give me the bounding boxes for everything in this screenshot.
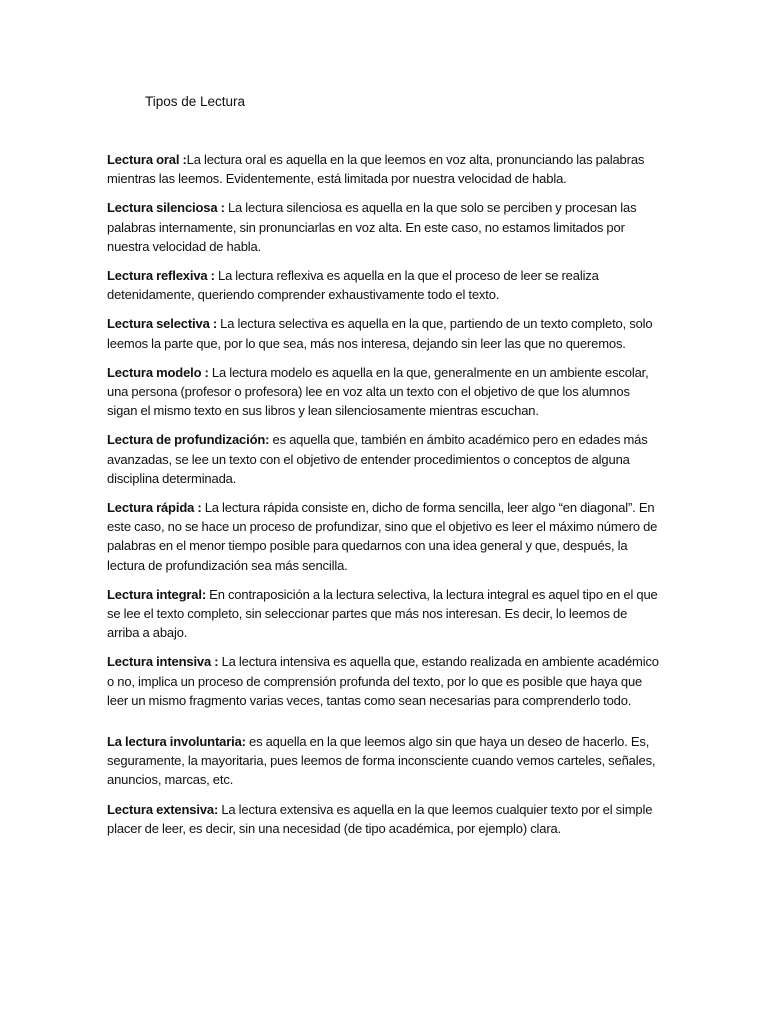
definition-lectura-extensiva: La lectura extensiva es aquella en la que leemos cualquier texto por el simple placer de leer, es decir, sin una necesidad (de tipo académica, por ejemplo) clara. (107, 801, 653, 836)
definition-lectura-modelo: La lectura modelo es aquella en la que, generalmente en un ambiente escolar, una persona (profesor o profesora) lee en voz alta un texto con el objetivo de que los alumnos sigan el mismo texto en sus libros y lean silenciosamente mientras escuchan. (107, 364, 649, 419)
definition-lectura-selectiva: La lectura selectiva es aquella en la que, partiendo de un texto completo, solo leemos la parte que, por lo que sea, más nos interesa, dejando sin leer las que no queremos. (107, 316, 653, 351)
definition-lectura-silenciosa: La lectura silenciosa es aquella en la que solo se perciben y procesan las palabras internamente, sin pronunciarlas en voz alta. En este caso, no estamos limitados por nuestra velocidad de habla. (107, 200, 637, 254)
term-lectura-extensiva: Lectura extensiva: (107, 801, 219, 817)
definition-lectura-profundizacion: es aquella que, también en ámbito académico pero en edades más avanzadas, se lee un texto con el objetivo de entender procedimientos o conceptos de alguna disciplina determinada. (107, 432, 648, 486)
paragraph-lectura-selectiva (107, 314, 659, 352)
document-body (107, 150, 659, 848)
paragraph-lectura-oral (107, 150, 659, 188)
definition-lectura-oral: La lectura oral es aquella en la que leemos en voz alta, pronunciando las palabras mientras las leemos. Evidentemente, está limitada por nuestra velocidad de habla. (107, 152, 645, 187)
paragraph-lectura-extensiva (107, 800, 659, 838)
paragraph-lectura-profundizacion (107, 430, 659, 488)
term-lectura-reflexiva: Lectura reflexiva : (107, 268, 215, 284)
definition-lectura-integral: En contraposición a la lectura selectiva, la lectura integral es aquel tipo en el que se lee el texto completo, sin seleccionar partes que más nos interesan. Es decir, lo leemos de arriba a abajo. (107, 586, 658, 641)
paragraph-lectura-reflexiva (107, 266, 659, 304)
term-lectura-involuntaria: La lectura involuntaria: (107, 734, 246, 750)
term-lectura-selectiva: Lectura selectiva : (107, 316, 217, 332)
paragraph-lectura-integral (107, 585, 659, 643)
definition-lectura-intensiva: La lectura intensiva es aquella que, estando realizada en ambiente académico o no, implica un proceso de comprensión profunda del texto, por lo que es posible que haya que leer un mismo fragmento varias veces, tantas como sean necesarias para comprenderlo todo. (107, 654, 659, 708)
term-lectura-intensiva: Lectura intensiva : (107, 654, 219, 670)
paragraph-lectura-rapida (107, 498, 659, 575)
term-lectura-modelo: Lectura modelo : (107, 364, 209, 380)
paragraph-lectura-involuntaria (107, 732, 659, 790)
definition-lectura-reflexiva: La lectura reflexiva es aquella en la que el proceso de leer se realiza detenidamente, queriendo comprender exhaustivamente todo el texto. (107, 268, 599, 303)
term-lectura-integral: Lectura integral: (107, 586, 207, 602)
document-title: Tipos de Lectura (145, 94, 246, 109)
definition-lectura-rapida: La lectura rápida consiste en, dicho de forma sencilla, leer algo “en diagonal”. En este caso, no se hace un proceso de profundizar, sino que el objetivo es leer el máximo número de palabras en el menor tiempo posible para quedarnos con una idea general y que, después, la lectura de profundización sea más sencilla. (107, 500, 658, 573)
paragraph-lectura-intensiva (107, 652, 659, 710)
term-lectura-profundizacion: Lectura de profundización: (107, 432, 270, 448)
term-lectura-rapida: Lectura rápida : (107, 500, 202, 516)
paragraph-lectura-silenciosa (107, 198, 659, 256)
term-lectura-oral: Lectura oral : (107, 152, 187, 167)
paragraph-lectura-modelo (107, 363, 659, 421)
term-lectura-silenciosa: Lectura silenciosa : (107, 200, 225, 216)
definition-lectura-involuntaria: es aquella en la que leemos algo sin que haya un deseo de hacerlo. Es, seguramente, la mayoritaria, pues leemos de forma inconsciente cuando vemos carteles, señales, anuncios, marcas, etc. (107, 734, 656, 788)
